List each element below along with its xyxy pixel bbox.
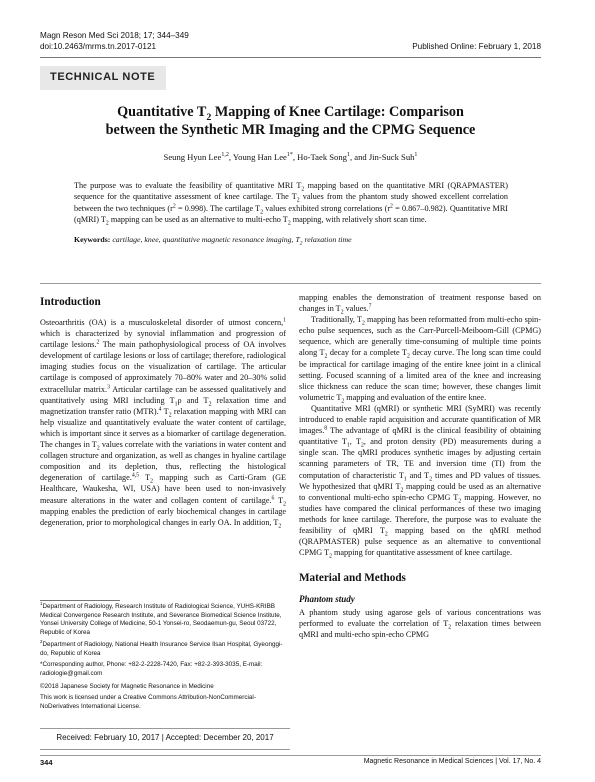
header-divider [40,57,541,58]
footnotes [40,600,290,715]
page-number: 344 [40,758,53,767]
article-title: Quantitative $T_2$ Mapping of Knee Cartilage: Comparison between the Synthetic MR Imaging and the CPMG Sequence [105,104,476,138]
author-name: Ho-Taek Song [297,152,347,162]
author-name: Young Han Lee [232,152,287,162]
subsection-heading-phantom: Phantom study [299,594,355,605]
journal-line: Magn Reson Med Sci 2018; 17; 344–349 [40,31,189,40]
journal-footer: Magnetic Resonance in Medical Sciences | Vol. 17, No. 4 [363,758,541,765]
keywords: Keywords: cartilage, knee, quantitative magnetic resonance imaging, $T_2$ relaxation time [74,234,352,247]
left-column [40,296,286,528]
intro-paragraph-4: Quantitative MRI (qMRI) or synthetic MRI (SyMRI) was recently introduced to enable rapid acquisition and accurate quantification of MR images.$^8$ The advantage of qMRI is the clinical feasibility of obtaining quantitative $T_1$, $T_2$, and proton density (PD) measurements during a single scan. The qMRI produces synthetic images by adjusting certain scanning parameters of TR, TE and inversion time (TI) from the computation of characteristic $T_1$ and $T_2$ times and PD values of tissues. We hypothesized that qMRI $T_2$ mapping could be used as an alternative to conventional multi-echo spin-echo CPMG $T_2$ mapping. However, no studies have compared the clinical performances of these two imaging methods for knee cartilage. Therefore, the purpose was to evaluate the feasibility of qMRI $T_2$ mapping based on the qMRI method (QRAPMASTER) pulse sequence as an alternative to conventional CPMG $T_2$ mapping for quantitative assessment of knee cartilage. [299,403,541,560]
author-list: Seung Hyun Lee$^{1,2}$, Young Han Lee$^{1*}$, Ho-Taek Song$^1$, and Jin-Suck Suh$^1$ [163,152,418,162]
intro-paragraph-2: mapping enables the demonstration of treatment response based on changes in $T_2$ values.$^7$ [299,293,541,316]
abstract [74,180,508,245]
footer-divider [40,755,541,756]
abstract-divider [40,283,541,284]
doi-link[interactable]: doi:10.2463/mrms.tn.2017-0121 [40,42,157,51]
received-accepted-box [40,728,290,750]
journal-citation [40,30,189,52]
article-type-banner [40,66,166,90]
copyright-notice: ©2018 Japanese Society for Magnetic Resonance in Medicine [40,682,214,690]
section-heading-introduction: Introduction [40,296,101,308]
intro-paragraph-3: Traditionally, $T_2$ mapping has been reformatted from multi-echo spin-echo pulse sequences, such as the Carr-Purcell-Meiboom-Gill (CPMG) sequence, which are generally time-consuming of multiple time points along $T_2$ decay for a complete $T_2$ decay curve. The long scan time could be impractical for cartilage imaging of the entire knee joint in a clinical setting. Focused scanning of a limited area of the knee and increasing slice thickness can reduce the scan time; however, these changes limit volumetric $T_2$ mapping and evaluation of the entire knee. [299,315,542,405]
published-date: Published Online: February 1, 2018 [412,42,541,51]
footnote-divider [40,600,120,601]
abstract-text: The purpose was to evaluate the feasibility of quantitative MRI $T_2$ mapping based on the quantitative MRI (QRAPMASTER) sequence for the quantitative assessment of knee cartilage. The $T_2$ values from the phantom study showed excellent correlation between the two techniques $(r^2 = 0.998)$. The cartilage $T_2$ values exhibited strong correlations $(r^2 = 0.867-0.982)$. Quantitative MRI (qMRI) $T_2$ mapping can be used as an alternative to multi-echo $T_2$ mapping, with relatively short scan time. [74,181,509,227]
keywords-label: Keywords: [74,234,111,244]
author-name: Jin-Suck Suh [368,152,415,162]
page-footer [40,758,541,768]
received-accepted-dates: Received: February 10, 2017 | Accepted: December 20, 2017 [56,733,274,742]
license-notice: This work is licensed under a Creative Commons Attribution-NonCommercial-NoDerivatives International License. [40,694,256,711]
methods-paragraph-1: A phantom study using agarose gels of various concentrations was performed to evaluate the correlation of $T_2$ relaxation times between qMRI and multi-echo spin-echo CPMG [299,608,541,640]
affiliation-2: $^2$Department of Radiology, National Health Insurance Service Ilsan Hospital, Gyeonggi-do, Republic of Korea [40,638,283,657]
article-type-label: TECHNICAL NOTE [50,71,156,83]
section-heading-methods: Material and Methods [299,572,406,585]
right-column [299,292,541,641]
intro-paragraph-1: Osteoarthritis (OA) is a musculoskeletal disorder of utmost concern,$^1$ which is characterized by synovial inflammation and progression of cartilage lesions.$^2$ The main pathophysiological process of OA involves development of cartilage lesions or loss of cartilage; therefore, radiological imaging studies focus on the visualization of cartilage. The articular cartilage is composed of approximately 70–80% water and 20–30% solid extracellular matrix.$^3$ Articular cartilage can be assessed qualitatively and quantitatively using MRI including $T_1\rho$ and $T_2$ relaxation time and magnetization transfer ratio (MTR).$^4$ $T_2$ relaxation mapping with MRI can help visualize and quantitatively evaluate the water content of cartilage, which is important since it serves as a biomarker of cartilage degeneration. The changes in $T_2$ values correlate with the variations in water content and collagen structure and organization, as well as changes in hyaline cartilage composition and its depletion, thus, reflecting the histological degeneration of cartilage.$^{4,5}$ $T_2$ mapping such as Carti-Gram (GE Healthcare, Waukesha, WI, USA) have been used to non-invasively measure alterations in the water and collagen content of cartilage.$^6$ $T_2$ mapping enables the prediction of early biochemical changes in cartilage degeneration, prior to morphological changes in early OA. In addition, $T_2$ [40,317,286,530]
author-name: Seung Hyun Lee [163,152,222,162]
affiliation-1: $^1$Department of Radiology, Research Institute of Radiological Science, YUHS-KRIBB Medical Convergence Research Institute, and Severance Biomedical Science Institute, Yonsei University College of Medicine, 50-1 Yonsei-ro, Seodaemun-gu, Seoul 03722, Republic of Korea [40,600,282,637]
corresponding-author: *Corresponding author, Phone: +82-2-2228-7420, Fax: +82-2-393-3035, E-mail: radiologie@gmail.com [40,661,263,677]
